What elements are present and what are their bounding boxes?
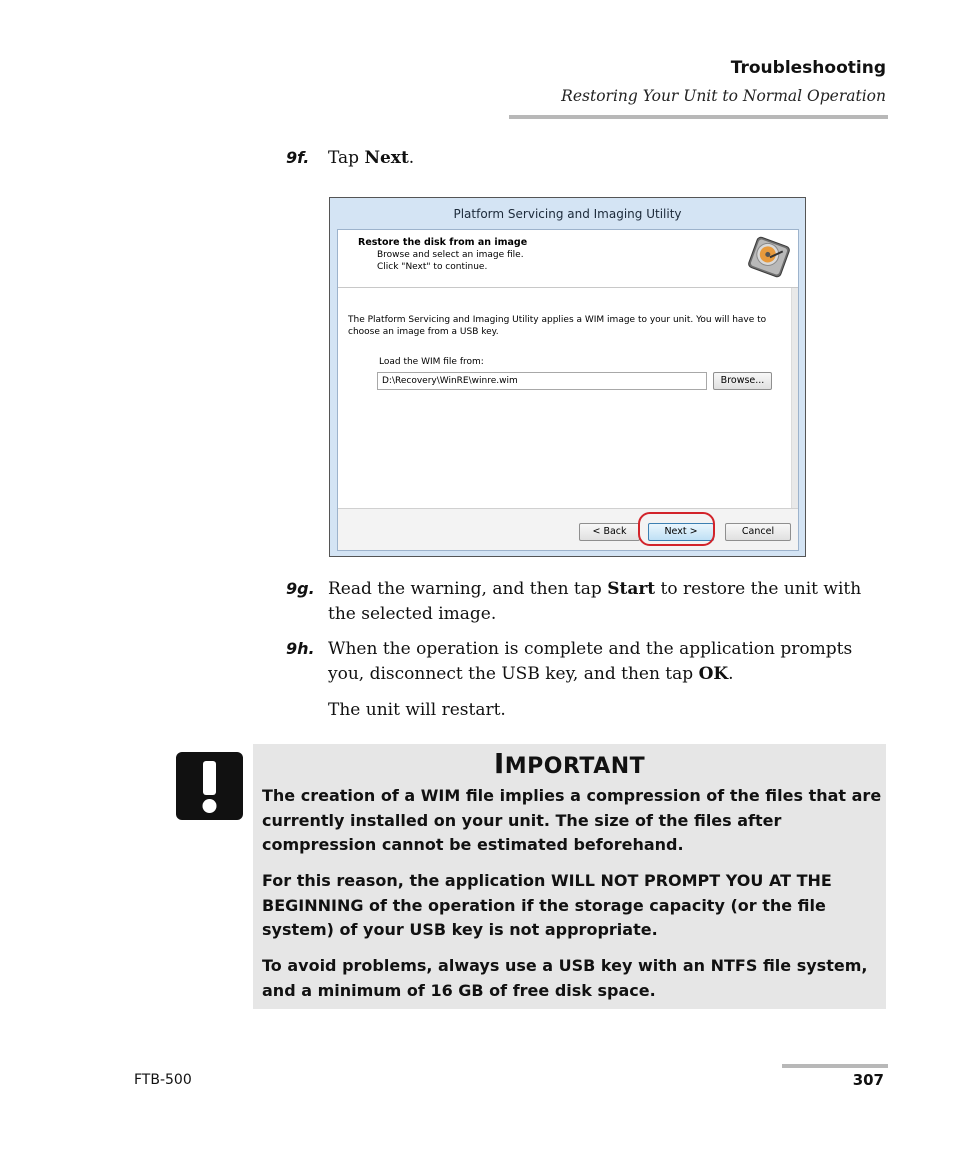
dialog-screenshot	[329, 197, 806, 557]
important-paragraph: The creation of a WIM file implies a compression of the files that are currently installed on your unit. The size of the files after compression cannot be estimated beforehand.	[262, 786, 882, 854]
dialog-content	[337, 229, 799, 551]
important-paragraph: For this reason, the application WILL NOT PROMPT YOU AT THE BEGINNING of the operation if the storage capacity (or the file system) of your USB key is not appropriate.	[262, 871, 832, 939]
browse-button[interactable]: Browse...	[713, 372, 772, 390]
dialog-heading: Restore the disk from an image	[358, 237, 528, 248]
important-note	[253, 744, 886, 1009]
running-header-subtitle: Restoring Your Unit to Normal Operation	[561, 87, 886, 105]
dialog-title: Platform Servicing and Imaging Utility	[453, 207, 682, 221]
important-paragraph: To avoid problems, always use a USB key with an NTFS file system, and a minimum of 16 GB of free disk space.	[262, 956, 868, 1000]
step-text: When the operation is complete and the application prompts you, disconnect the USB key, and then tap OK.	[328, 639, 853, 684]
hard-disk-icon	[746, 234, 792, 280]
dialog-instructions: Browse and select an image file. Click "Next" to continue.	[377, 250, 524, 272]
footer-product: FTB-500	[134, 1072, 192, 1088]
footer-rule	[782, 1064, 888, 1068]
step-text: Read the warning, and then tap Start to restore the unit with the selected image.	[328, 579, 862, 624]
dialog-body	[338, 288, 798, 508]
dialog-header	[338, 230, 798, 288]
next-button-highlight	[638, 512, 715, 546]
back-button[interactable]: < Back	[579, 523, 640, 541]
running-header-title: Troubleshooting	[730, 58, 886, 78]
page-number: 307	[852, 1071, 884, 1089]
dialog-scrollbar[interactable]	[791, 288, 798, 508]
header-rule	[509, 115, 888, 119]
step-number: 9g.	[286, 579, 315, 598]
cancel-button[interactable]: Cancel	[725, 523, 791, 541]
next-button[interactable]: Next >	[648, 523, 714, 541]
wim-file-path-input[interactable]: D:\Recovery\WinRE\winre.wim	[377, 372, 707, 390]
dialog-description: The Platform Servicing and Imaging Utility applies a WIM image to your unit. You will have to choose an image from a USB key.	[348, 315, 767, 337]
important-title: IMPORTANT	[493, 747, 646, 780]
wim-file-label: Load the WIM file from:	[379, 357, 484, 367]
dialog-footer-divider	[338, 508, 798, 509]
exclamation-icon	[176, 752, 243, 820]
step-number: 9h.	[286, 639, 315, 658]
step-number: 9f.	[286, 148, 310, 167]
step-text: Tap Next.	[328, 148, 415, 168]
